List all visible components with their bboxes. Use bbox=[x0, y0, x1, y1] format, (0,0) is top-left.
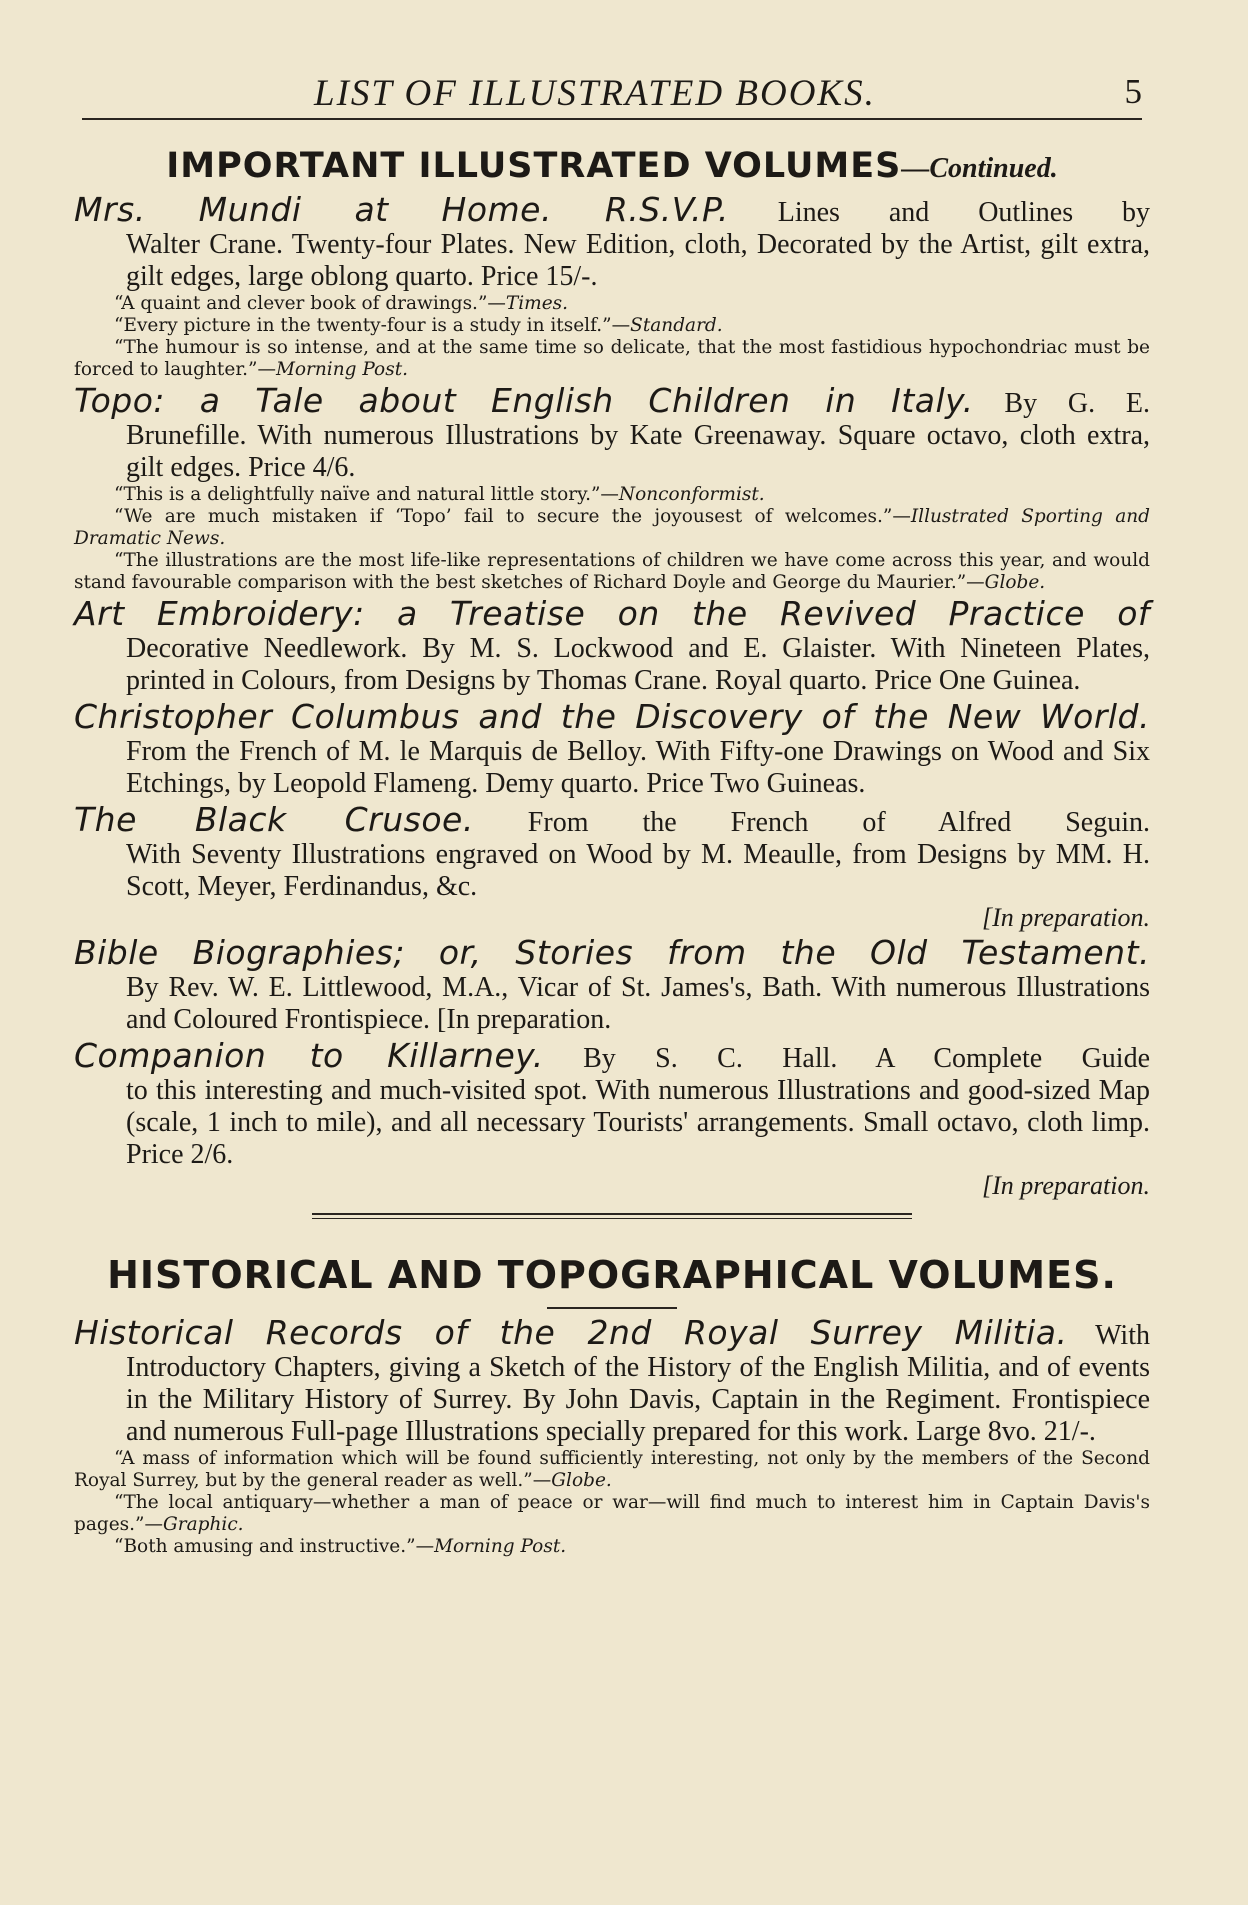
page-header bbox=[82, 72, 1142, 118]
heading-underline bbox=[547, 1307, 677, 1309]
book-title: Mrs. Mundi at Home. R.S.V.P. bbox=[74, 190, 729, 229]
in-preparation-note: [In preparation. bbox=[981, 903, 1150, 932]
book-title: Bible Biographies; or, Stories from the Old Testament. bbox=[74, 933, 1150, 972]
section-heading-historical: HISTORICAL AND TOPOGRAPHICAL VOLUMES. bbox=[107, 1253, 1117, 1297]
book-entry bbox=[74, 381, 1150, 594]
book-entry bbox=[74, 933, 1150, 1036]
entry-body: By Rev. W. E. Littlewood, M.A., Vicar of St. James's, Bath. With numerous Illustrations and Coloured Frontispiece. [In preparation. bbox=[126, 972, 1150, 1035]
review-quote: “A mass of information which will be found sufficiently interesting, not only by the members of the Second Royal Surrey, but by the general reader as well.”—Globe. bbox=[74, 1448, 1150, 1491]
entry-body: From the French of M. le Marquis de Belloy. With Fifty-one Drawings on Wood and Six Etchings, by Leopold Flameng. Demy quarto. Price Two Guineas. bbox=[126, 736, 1150, 799]
entry-text bbox=[74, 697, 1150, 800]
entry-lead: From the French of Alfred Seguin. bbox=[527, 807, 1150, 838]
entry-lead: With bbox=[1095, 1320, 1150, 1351]
review-quote: “A quaint and clever book of drawings.”—Times. bbox=[114, 293, 569, 314]
entry-lead: By S. C. Hall. A Complete Guide bbox=[583, 1043, 1150, 1074]
entry-text bbox=[74, 933, 1150, 1036]
page-content bbox=[74, 146, 1150, 1562]
entry-text bbox=[74, 381, 1150, 484]
book-entry bbox=[74, 1036, 1150, 1201]
running-head: LIST OF ILLUSTRATED BOOKS. bbox=[314, 73, 876, 114]
entry-lead: By G. E. bbox=[1004, 388, 1150, 419]
book-entry bbox=[74, 697, 1150, 800]
entry-text bbox=[74, 1313, 1150, 1448]
review-quote: “Both amusing and instructive.”—Morning Post. bbox=[114, 1536, 567, 1557]
review-quote: “This is a delightfully naïve and natural little story.”—Nonconformist. bbox=[114, 484, 765, 505]
book-title: Historical Records of the 2nd Royal Surrey Militia. bbox=[74, 1313, 1068, 1352]
review-quote: “The humour is so intense, and at the same time so delicate, that the most fastidious hypochondriac must be forced to laughter.”—Morning Post. bbox=[74, 337, 1150, 380]
book-title: Topo: a Tale about English Children in Italy. bbox=[74, 381, 974, 420]
section-divider bbox=[312, 1213, 912, 1219]
entry-body: Brunefille. With numerous Illustrations by Kate Greenaway. Square octavo, cloth extra, gilt edges. Price 4/6. bbox=[126, 420, 1150, 483]
entry-text bbox=[74, 800, 1150, 903]
entry-body: Decorative Needlework. By M. S. Lockwood and E. Glaister. With Nineteen Plates, printed in Colours, from Designs by Thomas Crane. Royal quarto. Price One Guinea. bbox=[126, 633, 1150, 696]
entry-text bbox=[74, 594, 1150, 697]
in-preparation-note: [In preparation. bbox=[981, 1171, 1150, 1200]
review-quote: “The illustrations are the most life-like representations of children we have come across this year, and would stand favourable comparison with the best sketches of Richard Doyle and George du Maurier.”—Globe. bbox=[74, 550, 1150, 593]
entry-body: With Seventy Illustrations engraved on Wood by M. Meaulle, from Designs by MM. H. Scott, Meyer, Ferdinandus, &c. bbox=[126, 839, 1150, 902]
book-entry bbox=[74, 1313, 1150, 1558]
section-heading-illustrated: IMPORTANT ILLUSTRATED VOLUMES—Continued. bbox=[166, 146, 1058, 186]
entry-body: to this interesting and much-visited spot. With numerous Illustrations and good-sized Map (scale, 1 inch to mile), and all necessary Tourists' arrangements. Small octavo, cloth limp. Price 2/6. bbox=[126, 1075, 1150, 1170]
book-entry bbox=[74, 594, 1150, 697]
book-title: The Black Crusoe. bbox=[74, 800, 474, 839]
entry-text bbox=[74, 1036, 1150, 1171]
entry-text bbox=[74, 190, 1150, 293]
page-number: 5 bbox=[1124, 72, 1142, 111]
book-entry bbox=[74, 190, 1150, 381]
entry-body: Walter Crane. Twenty-four Plates. New Edition, cloth, Decorated by the Artist, gilt extra, gilt edges, large oblong quarto. Price 15/-. bbox=[126, 229, 1150, 292]
review-quote: “We are much mistaken if ‘Topo’ fail to secure the joyousest of welcomes.”—Illustrated Sporting and Dramatic News. bbox=[74, 506, 1150, 549]
header-rule bbox=[82, 118, 1142, 120]
book-title: Companion to Killarney. bbox=[74, 1036, 544, 1075]
book-title: Christopher Columbus and the Discovery of the New World. bbox=[74, 697, 1150, 736]
entry-body: Introductory Chapters, giving a Sketch of the History of the English Militia, and of events in the Military History of Surrey. By John Davis, Captain in the Regiment. Frontispiece and numerous Full-page Illustrations specially prepared for this work. Large 8vo. 21/-. bbox=[126, 1352, 1150, 1447]
book-entry bbox=[74, 800, 1150, 933]
book-title: Art Embroidery: a Treatise on the Revived Practice of bbox=[74, 594, 1150, 633]
entry-lead: Lines and Outlines by bbox=[777, 197, 1150, 228]
review-quote: “The local antiquary—whether a man of peace or war—will find much to interest him in Captain Davis's pages.”—Graphic. bbox=[74, 1492, 1150, 1535]
review-quote: “Every picture in the twenty-four is a study in itself.”—Standard. bbox=[114, 315, 723, 336]
